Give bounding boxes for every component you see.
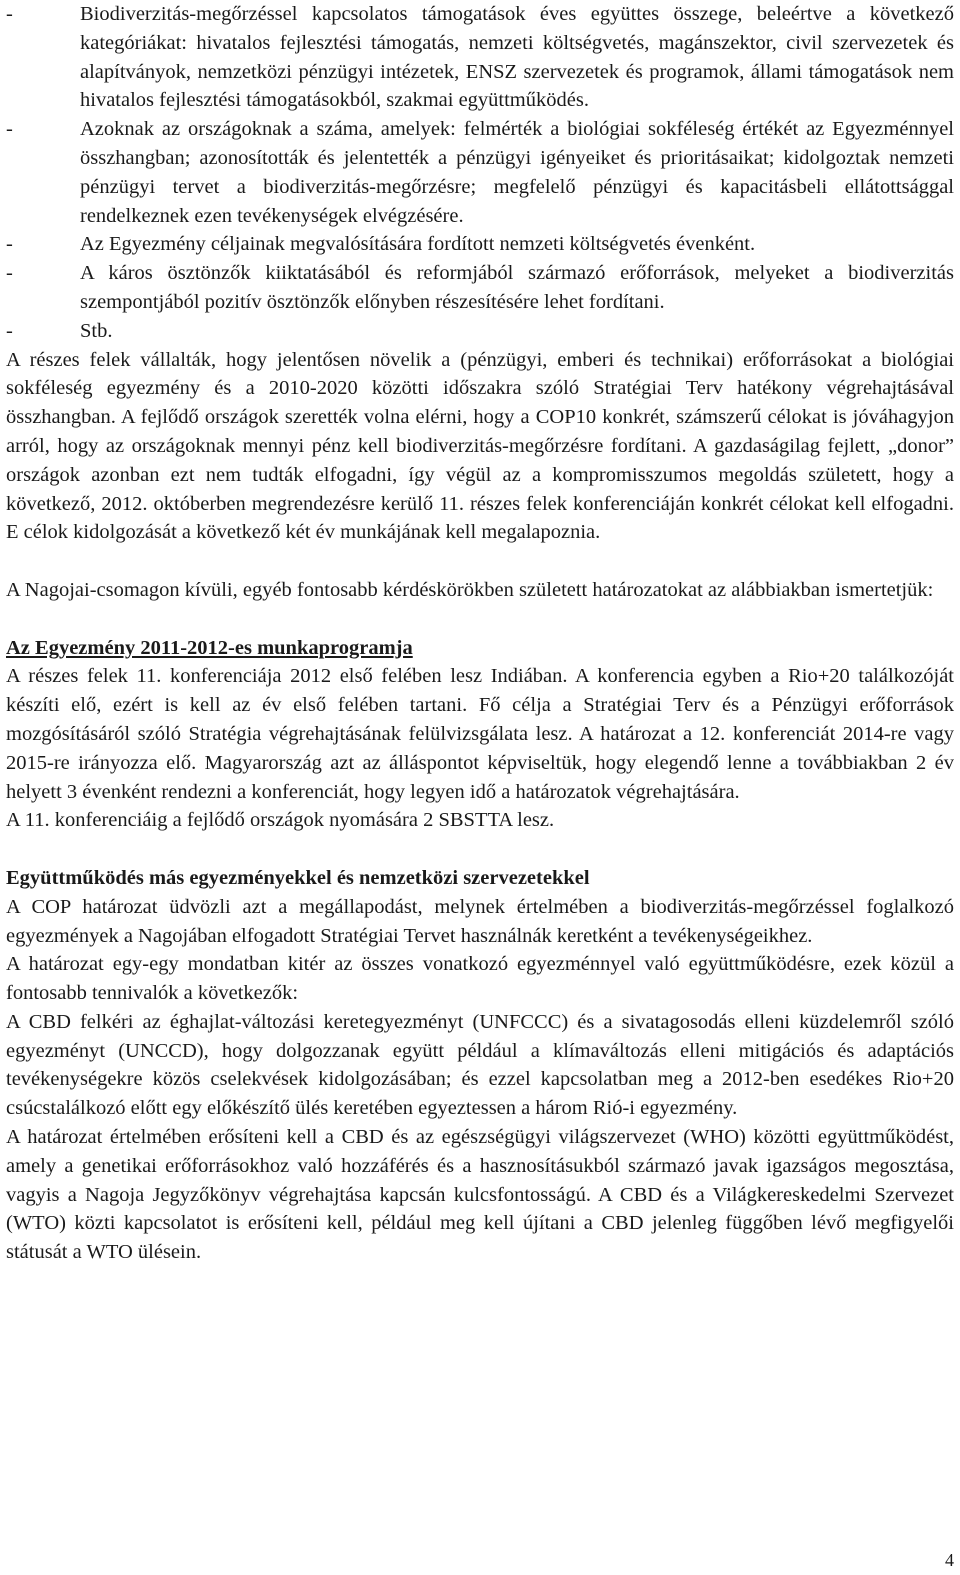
dash-marker: - xyxy=(6,233,13,256)
list-item-text: A káros ösztönzők kiiktatásából és reformjából származó erőforrások, melyeket a biodiverzitás szempontjából pozitív ösztönzők előnyben részesítésére lehet fordítani. xyxy=(80,262,954,313)
page-number: 4 xyxy=(945,1550,954,1570)
financing-paragraph: A részes felek vállalták, hogy jelentősen növelik a (pénzügyi, emberi és technikai) erőforrásokat a biológiai sokféleség egyezmény és a 2010-2020 közötti időszakra szóló Stratégiai Terv hatékony végrehajtásával összhangban. A fejlődő országok szerették volna elérni, hogy a COP10 konkrét, számszerű célokat is jóváhagyjon arról, hogy az országoknak mennyi pénz kell biodiverzitás-megőrzésre fordítani. A gazdaságilag fejlett, „donor” országok azonban ezt nem tudták elfogadni, így végül az a kompromisszumos megoldás született, hogy a következő, 2012. októberben megrendezésre kerülő 11. részes felek konferenciáján konkrét célokat kell elfogadni. E célok kidolgozását a következő két év munkájának kell megalapoznia. xyxy=(6,348,954,544)
cooperation-paragraph-4: A határozat értelmében erősíteni kell a CBD és az egészségügyi világszervezet (WHO) közötti együttműködést, amely a genetikai erőforrásokhoz való hozzáférés és a hasznosításukból származó javak igazságos megosztása, vagyis a Nagoja Jegyzőkönyv végrehajtása kapcsán kulcsfontosságú. A CBD és a Világkereskedelmi Szervezet (WTO) közti kapcsolatot is erősíteni kell, például meg kell újítani a CBD jelenleg függőben lévő megfigyelői státusát a WTO ülésein. xyxy=(6,1126,954,1264)
sbstta-paragraph: A 11. konferenciáig a fejlődő országok nyomására 2 SBSTTA lesz. xyxy=(6,809,555,832)
dash-marker: - xyxy=(6,3,13,25)
intro-paragraph: A Nagojai-csomagon kívüli, egyéb fontosabb kérdéskörökben született határozatokat az alábbiakban ismertetjük: xyxy=(6,578,934,601)
list-item xyxy=(6,259,954,317)
dash-marker: - xyxy=(6,319,13,342)
dash-marker: - xyxy=(6,118,13,141)
list-item xyxy=(6,115,954,230)
dash-marker: - xyxy=(6,262,13,285)
cooperation-paragraph-1: A COP határozat üdvözli azt a megállapodást, melynek értelmében a biodiverzitás-megőrzéssel foglalkozó egyezmények a Nagojában elfogadott Stratégiai Tervet használnák keretként a tevékenységeikhez. xyxy=(6,895,954,947)
section-heading-cooperation: Együttműködés más egyezményekkel és nemzetközi szervezetekkel xyxy=(6,866,590,889)
cooperation-paragraph-2: A határozat egy-egy mondatban kitér az összes vonatkozó egyezménnyel való együttműködésre, ezek közül a fontosabb tennivalók a következők: xyxy=(6,953,954,1005)
list-item-text: Stb. xyxy=(80,319,113,342)
document-page xyxy=(6,0,954,1267)
work-programme-paragraph: A részes felek 11. konferenciája 2012 első felében lesz Indiában. A konferencia egyben a Rio+20 találkozóját készíti elő, ezért is kell az év első felében tartani. Fő célja a Stratégiai Terv és a Pénzügyi erőforrások mozgósításáról szóló Stratégia végrehajtásának felülvizsgálata lesz. A határozat a 12. konferenciát 2014-re vagy 2015-re irányozza elő. Magyarország azt az álláspontot képviseltük, hogy elegendő lenne a továbbiakban 2 év helyett 3 évenként rendezni a konferenciát, hogy legyen idő a határozatok végrehajtására. xyxy=(6,665,954,803)
list-item-text: Az Egyezmény céljainak megvalósítására fordított nemzeti költségvetés évenként. xyxy=(80,233,756,256)
list-item xyxy=(6,0,954,115)
indicator-list xyxy=(6,0,954,346)
list-item xyxy=(6,230,954,259)
section-heading-work-programme: Az Egyezmény 2011-2012-es munkaprogramja xyxy=(6,636,413,659)
cooperation-paragraph-3: A CBD felkéri az éghajlat-változási keretegyezményt (UNFCCC) és a sivatagosodás elleni küzdelemről szóló egyezményt (UNCCD), hogy dolgozzanak együtt például a klímaváltozás elleni mitigációs és adaptációs tevékenységekre közös cselekvések kidolgozásában; és ezzel kapcsolatban meg a 2012-ben esedékes Rio+20 csúcstalálkozó előtt egy előkészítő ülés keretében egyeztessen a három Rió-i egyezmény. xyxy=(6,1010,954,1120)
list-item-text: Biodiverzitás-megőrzéssel kapcsolatos támogatások éves együttes összege, beleértve a következő kategóriákat: hivatalos fejlesztési támogatás, nemzeti költségvetés, magánszektor, civil szervezetek és alapítványok, nemzetközi pénzügyi intézetek, ENSZ szervezetek és programok, állami támogatások nem hivatalos fejlesztési támogatásokból, szakmai együttműködés. xyxy=(80,3,954,112)
list-item-text: Azoknak az országoknak a száma, amelyek: felmérték a biológiai sokféleség értékét az Egyezménnyel összhangban; azonosították és jelentették a pénzügyi igényeiket és prioritásaikat; kidolgoztak nemzeti pénzügyi tervet a biodiverzitás-megőrzésre; megfelelő pénzügyi és kapacitásbeli ellátottsággal rendelkeznek ezen tevékenységek elvégzésére. xyxy=(80,118,954,227)
list-item xyxy=(6,317,954,346)
